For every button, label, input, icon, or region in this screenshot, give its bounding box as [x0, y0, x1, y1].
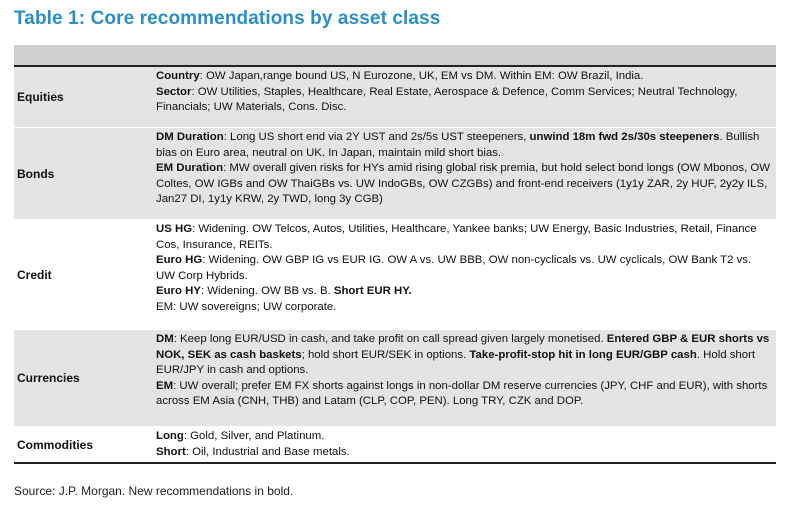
table-header-bar: [14, 45, 776, 67]
table-row-credit: [14, 220, 776, 330]
bold-text: Euro HG: [156, 254, 203, 267]
row-body: [154, 67, 776, 127]
row-paragraph: [156, 130, 772, 161]
bold-text: Country: [156, 70, 200, 82]
row-paragraph: [156, 85, 772, 116]
bold-text: Short: [156, 445, 186, 458]
bold-text: Take-profit-stop hit in long EUR/GBP cash: [469, 348, 697, 361]
table-title: Table 1: Core recommendations by asset class: [14, 8, 441, 29]
source-note: Source: J.P. Morgan. New recommendations in bold.: [14, 484, 294, 498]
table-row-bonds: [14, 128, 776, 220]
text-run: EM: UW sovereigns; UW corporate.: [156, 300, 337, 313]
bold-text: EM: [156, 379, 174, 392]
text-run: : Gold, Silver, and Platinum.: [183, 430, 325, 442]
row-paragraph: [156, 69, 772, 85]
table-row-commodities: [14, 427, 776, 464]
bold-text: unwind 18m fwd 2s/30s steepeners: [529, 131, 720, 143]
row-category: Commodities: [17, 437, 94, 452]
row-body: [154, 220, 776, 329]
text-run: : Widening. OW Telcos, Autos, Utilities, Healthcare, Yankee banks; UW Energy, Basic Industries, Retail, Finance Cos, Insurance, REITs.: [156, 223, 757, 251]
bold-text: EM Duration: [156, 162, 224, 175]
row-paragraph: [156, 222, 772, 253]
row-category: Equities: [17, 90, 64, 104]
bold-text: Euro HY: [156, 285, 201, 298]
row-paragraph: [156, 332, 772, 379]
row-paragraph: [156, 379, 772, 410]
row-paragraph: [156, 284, 772, 300]
row-category: Currencies: [17, 371, 80, 385]
text-run: : Oil, Industrial and Base metals.: [185, 445, 350, 458]
row-paragraph: [156, 300, 772, 316]
text-run: : OW Utilities, Staples, Healthcare, Real Estate, Aerospace & Defence, Comm Services; Neutral Technology, Financials; UW Materials, Cons. Disc.: [156, 85, 738, 114]
row-category: Bonds: [17, 166, 55, 181]
bold-text: Entered GBP & EUR shorts vs NOK, SEK as cash baskets: [156, 333, 770, 361]
row-paragraph: [156, 429, 772, 445]
row-category: Credit: [17, 267, 52, 282]
text-run: : Long US short end via 2Y UST and 2s/5s UST steepeners,: [223, 131, 530, 143]
row-paragraph: [156, 445, 772, 461]
table-row-currencies: [14, 330, 776, 427]
bold-text: Sector: [156, 85, 192, 98]
bold-text: DM: [156, 333, 174, 345]
text-run: : OW Japan,range bound US, N Eurozone, UK, EM vs DM. Within EM: OW Brazil, India.: [199, 70, 644, 82]
text-run: : Widening. OW BB vs. B.: [200, 285, 334, 298]
recommendations-table: [14, 45, 776, 464]
bold-text: Long: [156, 430, 184, 442]
text-run: : Widening. OW GBP IG vs EUR IG. OW A vs. UW BBB, OW non-cyclicals vs. UW cyclicals, OW Bank T2 vs. UW Corp Hybrids.: [156, 254, 752, 282]
row-paragraph: [156, 161, 772, 208]
row-body: [154, 427, 776, 462]
table-row-equities: [14, 67, 776, 128]
bold-text: Short EUR HY.: [333, 285, 412, 298]
row-body: [154, 128, 776, 219]
bold-text: US HG: [156, 223, 193, 235]
row-body: [154, 330, 776, 426]
text-run: : MW overall given risks for HYs amid rising global risk premia, but hold select bond longs (OW Mbonos, OW Coltes, OW IGBs and OW ThaiGBs vs. UW IndoGBs, OW CZGBs) and front-end receivers (1y1y ZAR, 2y HUF, 2y2y ILS, Jan27 DI, 1y1y KRW, 2y TWD, long 3y CGB): [156, 162, 771, 206]
text-run: : Keep long EUR/USD in cash, and take profit on call spread given largely monetised.: [173, 333, 607, 345]
row-paragraph: [156, 253, 772, 284]
text-run: ; hold short EUR/SEK in options.: [301, 348, 470, 361]
bold-text: DM Duration: [156, 131, 224, 143]
text-run: : UW overall; prefer EM FX shorts against longs in non-dollar DM reserve currencies (JPY, CHF and EUR), with shorts across EM Asia (CNH, THB) and Latam (CLP, COP, PEN). Long TRY, CZK and DOP.: [156, 379, 768, 408]
text-run: . Hold short EUR/JPY in cash and options.: [156, 348, 756, 377]
text-run: . Bullish bias on Euro area, neutral on UK. In Japan, maintain mild short bias.: [156, 131, 760, 159]
